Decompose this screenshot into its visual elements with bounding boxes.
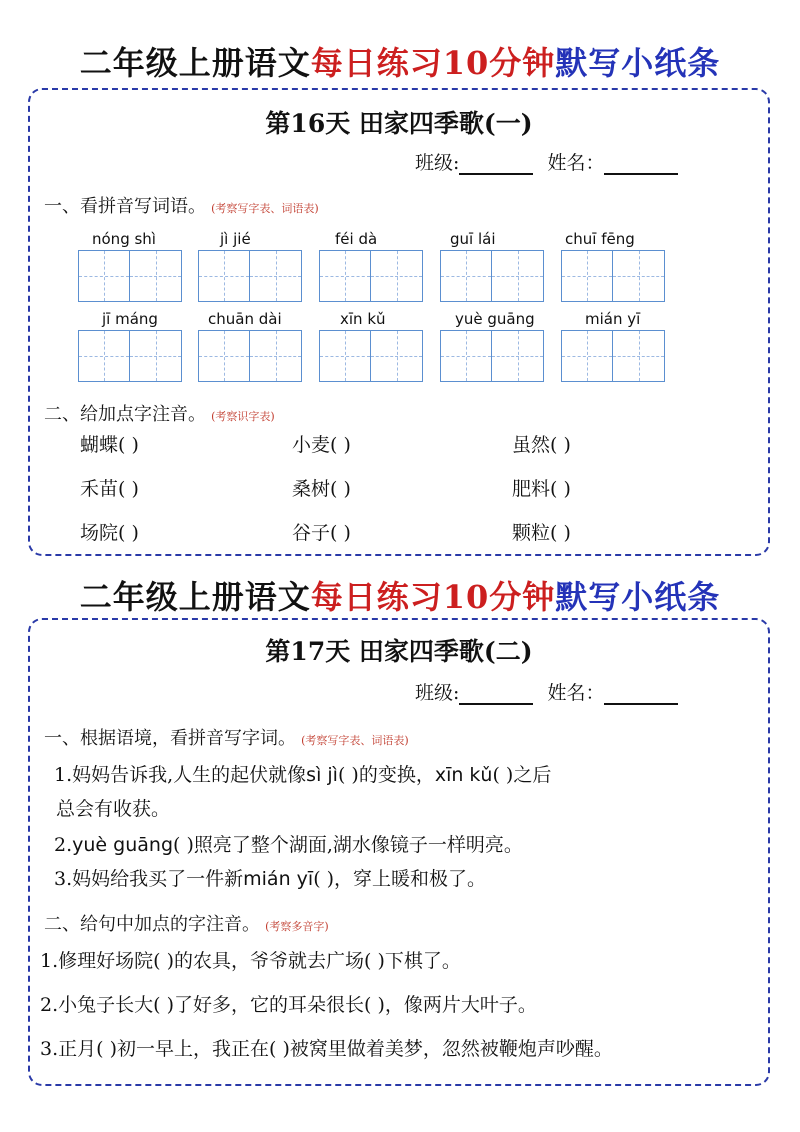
day16-section1-heading: 一、看拼音写词语。 (考察写字表、词语表) — [44, 196, 319, 217]
day17-section2-heading: 二、给句中加点的字注音。 (考察多音字) — [44, 914, 329, 935]
pinyin-inline: sì jì — [306, 764, 338, 786]
writing-grid[interactable] — [319, 250, 423, 302]
pinyin-inline: xīn kǔ — [434, 764, 493, 786]
sentence-1[interactable]: 1.妈妈告诉我,人生的起伏就像sì jì( )的变换，xīn kǔ( )之后 — [54, 764, 552, 786]
name-label: 姓名： — [547, 152, 605, 174]
polyphone-question-1[interactable]: 1.修理好场院( )的农具，爷爷就去广场( )下棋了。 — [40, 950, 461, 972]
header-part1: 二年级上册语文 — [79, 44, 311, 82]
pinyin-label: mián yī — [585, 310, 641, 328]
writing-grid[interactable] — [561, 250, 665, 302]
pinyin-label: xīn kǔ — [340, 310, 386, 328]
class-blank[interactable] — [459, 683, 533, 705]
phonetic-question[interactable]: 桑树( ) — [292, 478, 351, 500]
writing-grid[interactable] — [78, 250, 182, 302]
writing-grid[interactable] — [78, 330, 182, 382]
header-banner-1 — [0, 38, 800, 84]
day16-section2-heading: 二、给加点字注音。 (考察识字表) — [44, 404, 275, 425]
pinyin-label: yuè guāng — [455, 310, 535, 328]
sentence-1-continued: 总会有收获。 — [56, 798, 171, 820]
pinyin-label: guī lái — [450, 230, 496, 248]
pinyin-label: chuī fēng — [565, 230, 635, 248]
worksheet-day16 — [28, 88, 770, 556]
pinyin-inline: yuè guāng — [72, 834, 174, 856]
phonetic-question[interactable]: 禾苗( ) — [80, 478, 139, 500]
writing-grid[interactable] — [198, 250, 302, 302]
phonetic-question[interactable]: 颗粒( ) — [512, 522, 571, 544]
pinyin-label: féi dà — [335, 230, 378, 248]
name-blank[interactable] — [604, 683, 678, 705]
phonetic-question[interactable]: 小麦( ) — [292, 434, 351, 456]
sentence-3[interactable]: 3.妈妈给我买了一件新mián yī( )，穿上暖和极了。 — [54, 868, 487, 890]
writing-grid[interactable] — [198, 330, 302, 382]
phonetic-question[interactable]: 肥料( ) — [512, 478, 571, 500]
class-blank[interactable] — [459, 153, 533, 175]
day17-info — [415, 678, 678, 705]
header-banner-2 — [0, 572, 800, 618]
polyphone-question-3[interactable]: 3.正月( )初一早上，我正在( )被窝里做着美梦，忽然被鞭炮声吵醒。 — [40, 1038, 613, 1060]
day16-info — [415, 148, 678, 175]
day17-section1-heading: 一、根据语境，看拼音写字词。 (考察写字表、词语表) — [44, 728, 409, 749]
phonetic-question[interactable]: 场院( ) — [80, 522, 139, 544]
sentence-2[interactable]: 2.yuè guāng( )照亮了整个湖面,湖水像镜子一样明亮。 — [54, 834, 523, 856]
header-part2: 每日练习10分钟 — [310, 578, 556, 616]
writing-grid[interactable] — [561, 330, 665, 382]
day16-title: 第16天 田家四季歌(一) — [265, 109, 533, 138]
name-label: 姓名： — [547, 682, 605, 704]
phonetic-question[interactable]: 虽然( ) — [512, 434, 571, 456]
pinyin-label: jī máng — [102, 310, 158, 328]
writing-grid[interactable] — [319, 330, 423, 382]
day17-title: 第17天 田家四季歌(二) — [265, 637, 533, 666]
class-label: 班级: — [415, 152, 460, 174]
phonetic-question[interactable]: 蝴蝶( ) — [80, 434, 139, 456]
header-part2: 每日练习10分钟 — [310, 44, 556, 82]
pinyin-inline: mián yī — [243, 868, 314, 890]
pinyin-label: nóng shì — [92, 230, 156, 248]
phonetic-question[interactable]: 谷子( ) — [292, 522, 351, 544]
pinyin-label: chuān dài — [208, 310, 282, 328]
class-label: 班级: — [415, 682, 460, 704]
header-part1: 二年级上册语文 — [79, 578, 311, 616]
polyphone-question-2[interactable]: 2.小兔子长大( )了好多，它的耳朵很长( )，像两片大叶子。 — [40, 994, 537, 1016]
pinyin-label: jì jié — [220, 230, 251, 248]
writing-grid[interactable] — [440, 250, 544, 302]
writing-grid[interactable] — [440, 330, 544, 382]
header-part3: 默写小纸条 — [555, 44, 721, 82]
name-blank[interactable] — [604, 153, 678, 175]
header-part3: 默写小纸条 — [555, 578, 721, 616]
worksheet-day17 — [28, 618, 770, 1086]
